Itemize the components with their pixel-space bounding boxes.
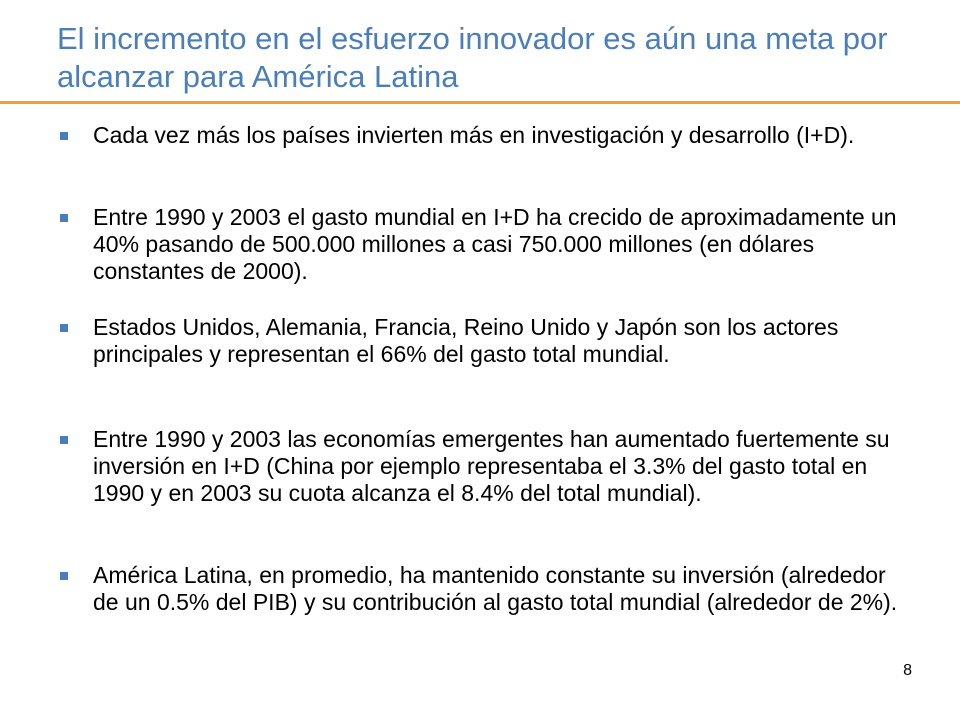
square-bullet-icon [60, 214, 68, 222]
bullet-text-2: Entre 1990 y 2003 el gasto mundial en I+D ha crecido de aproximadamente un 40% pasando de 500.000 millones a casi 750.000 millones (en dólares constantes de 2000). [93, 204, 897, 284]
bullet-text-1: Cada vez más los países invierten más en investigación y desarrollo (I+D). [93, 122, 855, 148]
square-bullet-icon [60, 572, 68, 580]
bullet-text-4: Entre 1990 y 2003 las economías emergentes han aumentado fuertemente su inversión en I+D (China por ejemplo representaba el 3.3% del gasto total en 1990 y en 2003 su cuota alcanza el 8.4% del total mundial). [93, 426, 890, 506]
page-number: 8 [903, 662, 912, 679]
title-divider [0, 101, 960, 104]
bullet-text-3: Estados Unidos, Alemania, Francia, Reino Unido y Japón son los actores principales y representan el 66% del gasto total mundial. [93, 314, 839, 367]
bullet-text-5: América Latina, en promedio, ha mantenido constante su inversión (alrededor de un 0.5% del PIB) y su contribución al gasto total mundial (alrededor de 2%). [93, 562, 898, 615]
bullet-item-3 [57, 314, 917, 368]
square-bullet-icon [60, 132, 68, 140]
bullet-item-4 [57, 426, 917, 507]
bullet-item-1 [57, 122, 917, 149]
slide-title: El incremento en el esfuerzo innovador es aún una meta por alcanzar para América Latina [57, 21, 888, 94]
bullet-item-5 [57, 562, 917, 616]
square-bullet-icon [60, 436, 68, 444]
square-bullet-icon [60, 324, 68, 332]
bullet-item-2 [57, 204, 917, 285]
